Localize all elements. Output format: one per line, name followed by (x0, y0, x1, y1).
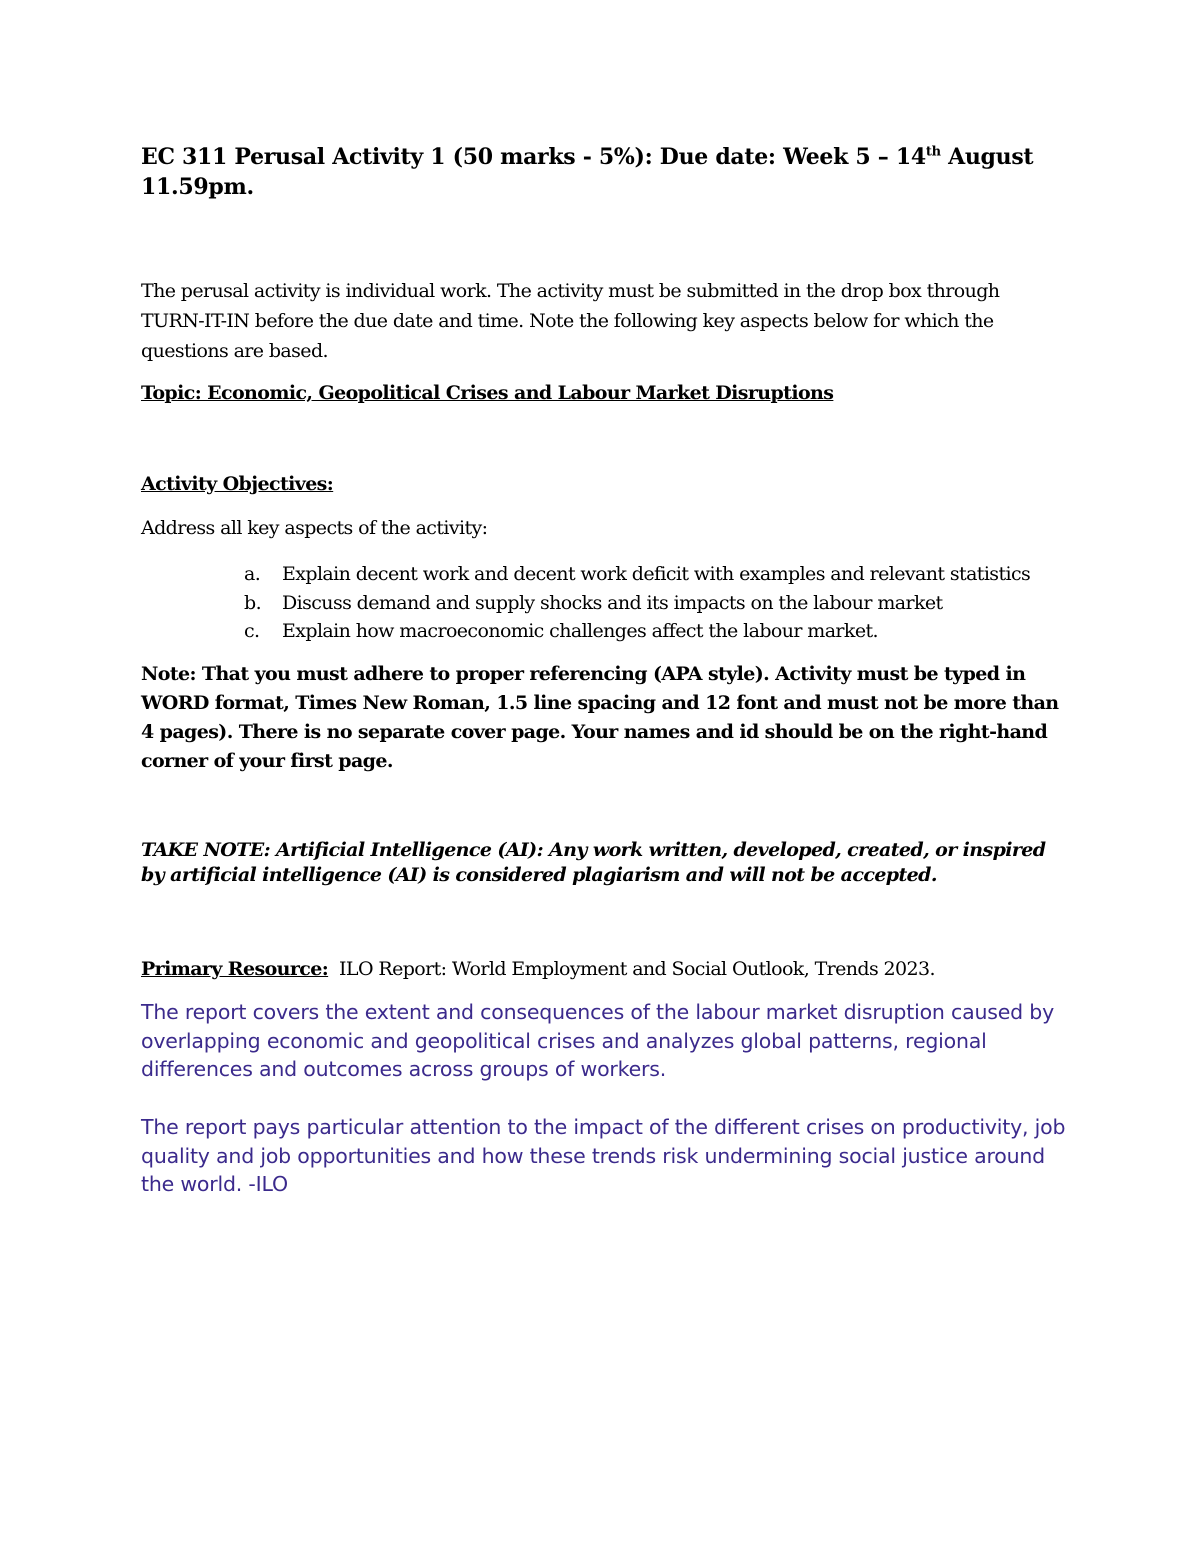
intro-paragraph: The perusal activity is individual work. The activity must be submitted in the drop box through TURN-IT-IN before the due date and time. Note the following key aspects below for which the questions are based. (141, 280, 1000, 362)
primary-resource-label: Primary Resource: (141, 958, 329, 980)
list-item (244, 617, 1030, 646)
address-line: Address all key aspects of the activity: (141, 517, 488, 539)
report-summary-paragraph-1: The report covers the extent and consequences of the labour market disruption caused by overlapping economic and geopolitical crises and analyzes global patterns, regional differences and outcomes across groups of workers. (141, 1000, 1055, 1081)
note-paragraph: Note: That you must adhere to proper referencing (APA style). Activity must be typed in WORD format, Times New Roman, 1.5 line spacing and 12 font and must not be more than 4 pages). There is no separate cover page. Your names and id should be on the right-hand corner of your first page. (141, 663, 1059, 772)
report-summary-paragraph-2: The report pays particular attention to the impact of the different crises on productivity, job quality and job opportunities and how these trends risk undermining social justice around the world. -ILO (141, 1115, 1066, 1196)
list-item-text: Explain how macroeconomic challenges affect the labour market. (282, 620, 878, 642)
objectives-heading: Activity Objectives: (141, 473, 334, 495)
list-item-text: Discuss demand and supply shocks and its impacts on the labour market (282, 591, 943, 614)
list-marker: a. (244, 563, 261, 585)
topic-heading: Topic: Economic, Geopolitical Crises and Labour Market Disruptions (141, 382, 834, 404)
title-superscript: th (925, 144, 941, 160)
aspect-list (244, 560, 1030, 646)
ai-warning-paragraph: TAKE NOTE: Artificial Intelligence (AI): Any work written, developed, created, or inspired by artificial intelligence (AI) is considered plagiarism and will not be accepted. (141, 839, 1046, 886)
list-marker: c. (244, 620, 260, 642)
list-item-text: Explain decent work and decent work deficit with examples and relevant statistics (282, 563, 1031, 585)
primary-resource-line (141, 956, 935, 982)
document-title (141, 142, 1081, 202)
title-main: EC 311 Perusal Activity 1 (50 marks - 5%): Due date: Week 5 – 14 (141, 144, 926, 170)
list-marker: b. (244, 591, 262, 614)
list-item (244, 560, 1030, 589)
list-item (244, 589, 1030, 618)
primary-resource-text: ILO Report: World Employment and Social Outlook, Trends 2023. (339, 958, 935, 980)
title-end: August 11.59pm. (141, 144, 1034, 200)
